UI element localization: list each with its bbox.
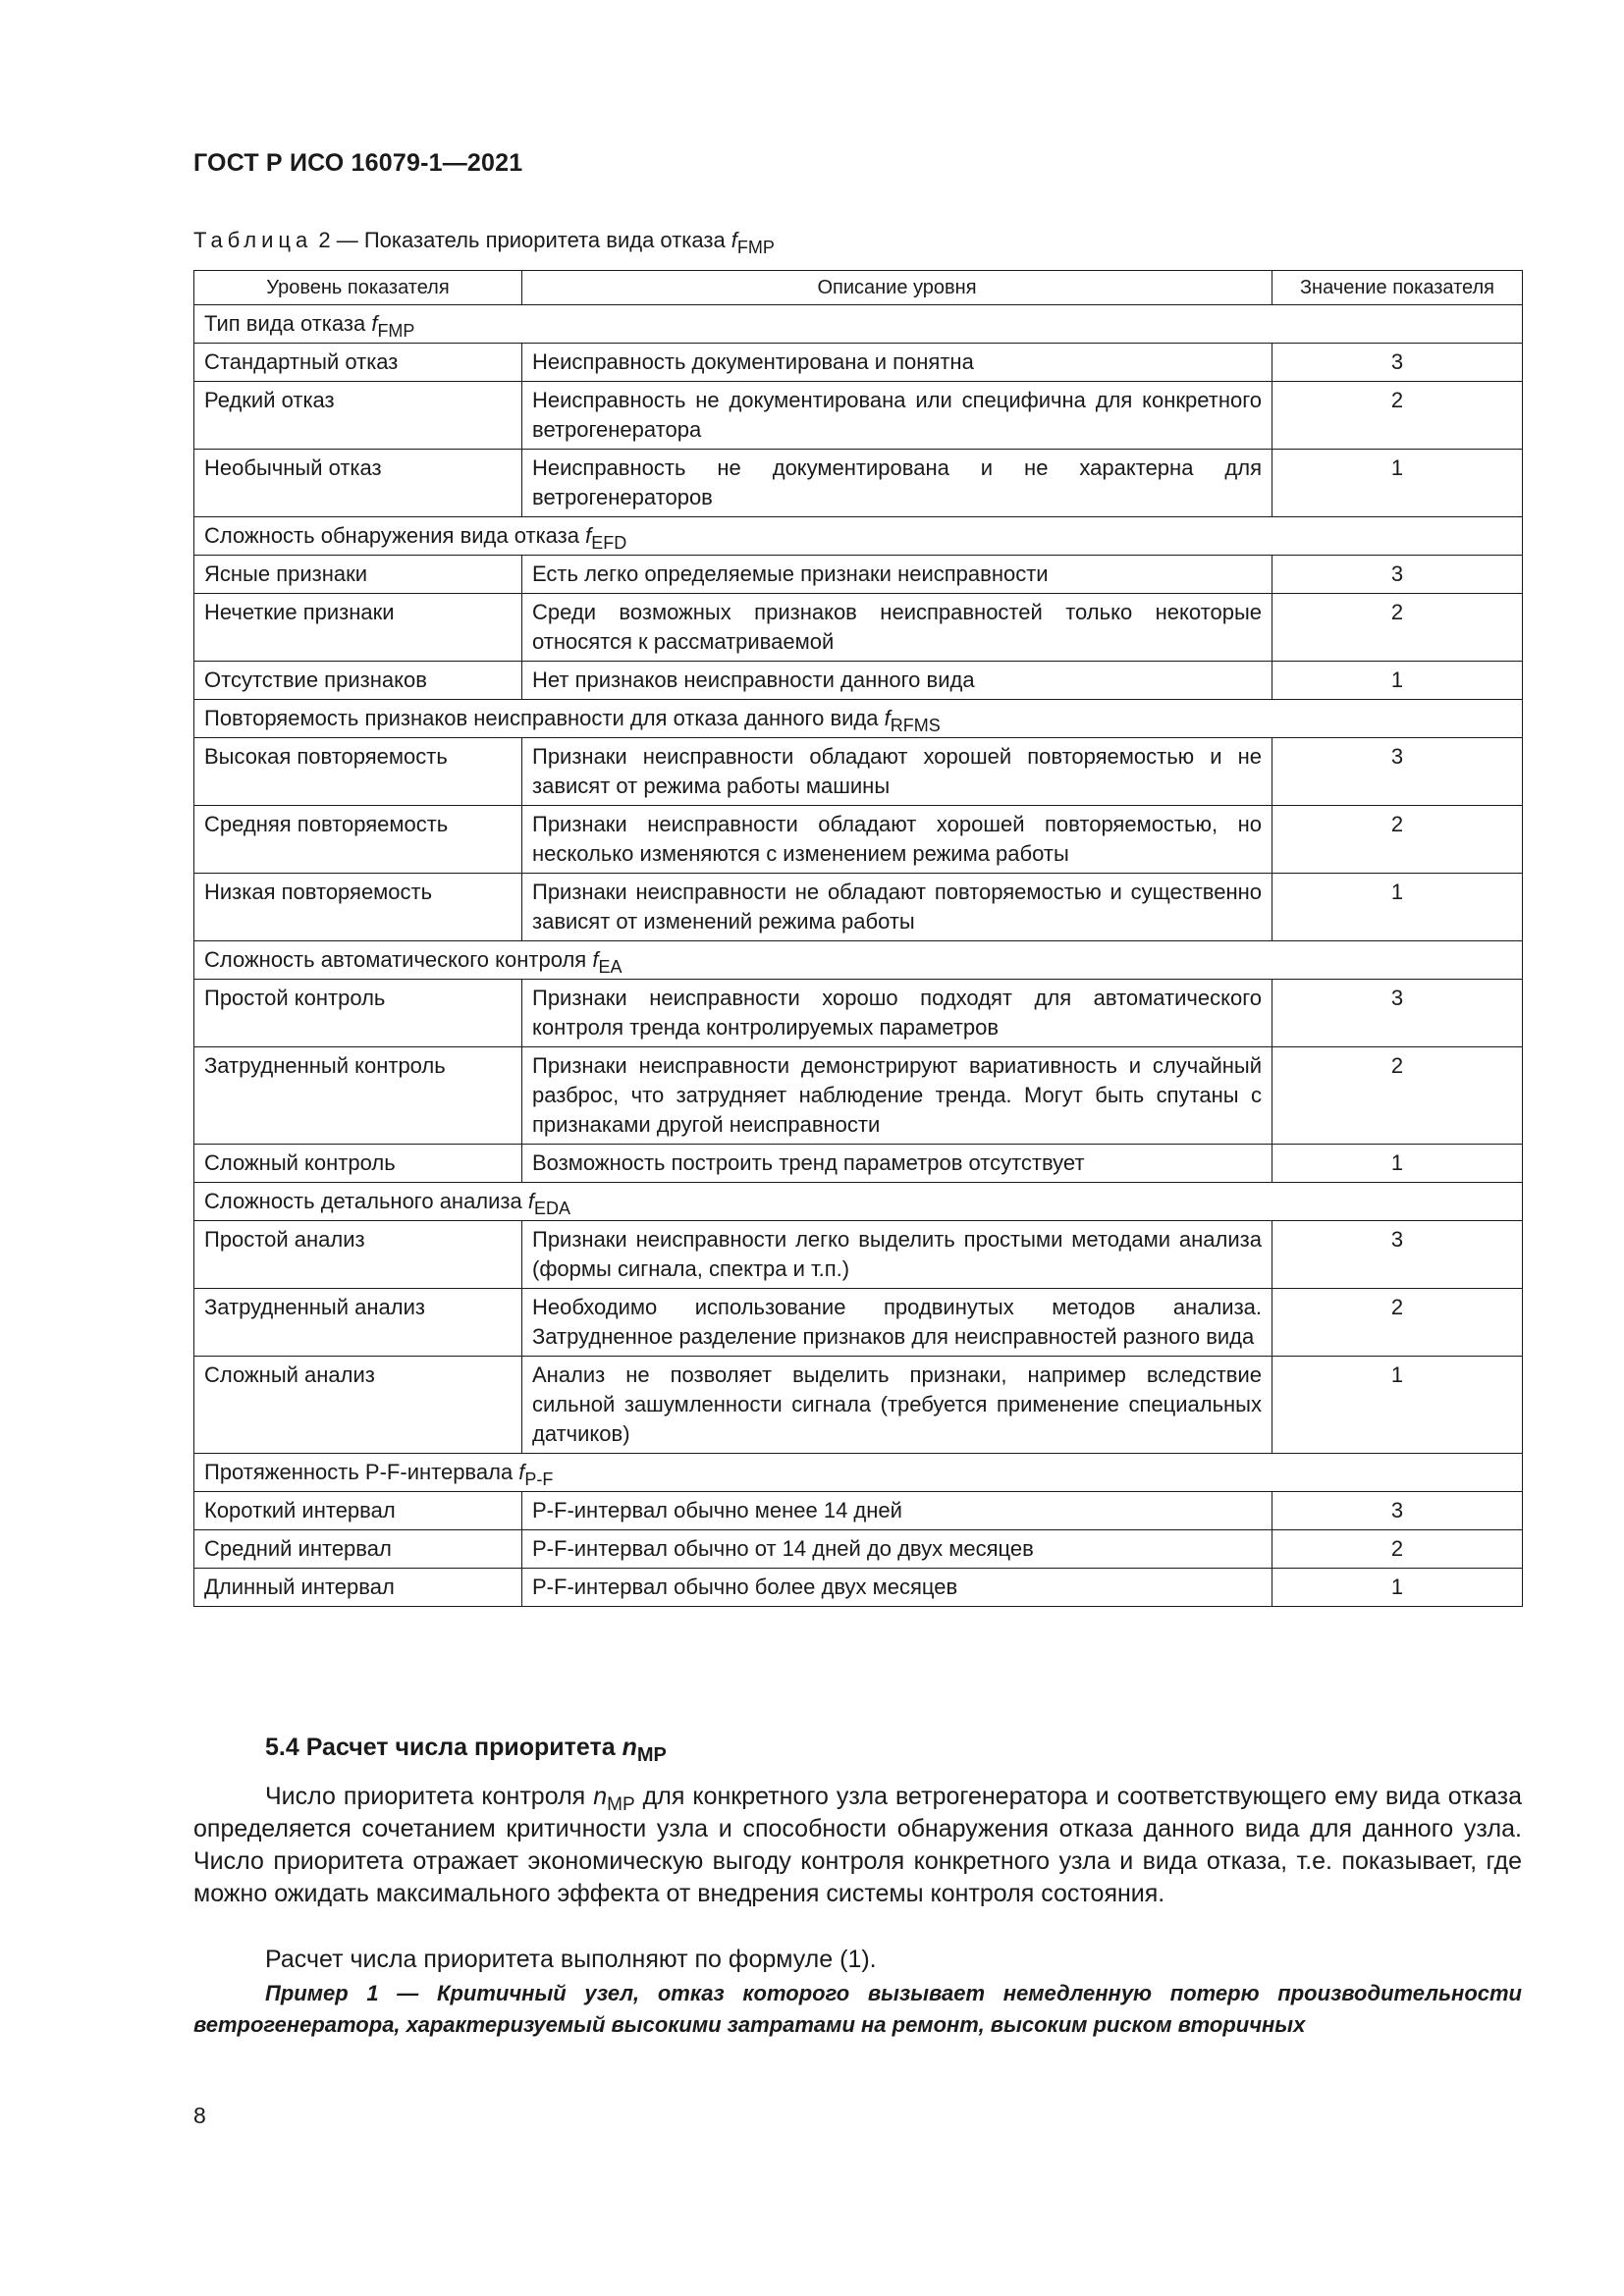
group-row <box>194 700 1523 738</box>
paragraph-1-before: Число приоритета контроля <box>265 1783 594 1810</box>
value-cell: 2 <box>1272 1289 1523 1357</box>
level-cell: Стандартный отказ <box>194 344 522 382</box>
value-cell: 2 <box>1272 806 1523 874</box>
table-caption <box>193 228 775 257</box>
section-title-text: 5.4 Расчет числа приоритета <box>265 1734 623 1761</box>
group-row <box>194 1183 1523 1221</box>
group-symbol: f <box>527 1189 534 1213</box>
table-row <box>194 980 1523 1047</box>
value-cell: 1 <box>1272 874 1523 941</box>
group-title-text: Сложность автоматического контроля <box>204 947 593 972</box>
group-subscript: P-F <box>524 1469 554 1489</box>
description-cell: Признаки неисправности обладают хорошей повторяемостью и не зависят от режима работы машины <box>522 738 1272 806</box>
paragraph-1-symbol: n <box>593 1783 608 1810</box>
group-title-text: Сложность детального анализа <box>204 1189 528 1213</box>
table-row <box>194 1569 1523 1607</box>
group-symbol: f <box>518 1460 525 1484</box>
caption-symbol: f <box>731 228 737 252</box>
paragraph-1-subscript: MP <box>607 1794 635 1815</box>
header-value: Значение показателя <box>1272 271 1523 305</box>
level-cell: Средний интервал <box>194 1530 522 1569</box>
paragraph-2: Расчет числа приоритета выполняют по формуле (1). <box>265 1946 877 1973</box>
group-title <box>194 1454 1523 1492</box>
value-cell: 2 <box>1272 1530 1523 1569</box>
description-cell: P-F-интервал обычно от 14 дней до двух месяцев <box>522 1530 1272 1569</box>
level-cell: Ясные признаки <box>194 556 522 594</box>
group-symbol: f <box>371 311 378 336</box>
group-title <box>194 1183 1523 1221</box>
group-title-text: Тип вида отказа <box>204 311 372 336</box>
value-cell: 3 <box>1272 344 1523 382</box>
description-cell: Есть легко определяемые признаки неисправности <box>522 556 1272 594</box>
description-cell: Признаки неисправности обладают хорошей повторяемостью, но несколько изменяются с изменением режима работы <box>522 806 1272 874</box>
table-row <box>194 344 1523 382</box>
group-subscript: FMP <box>377 321 415 341</box>
group-symbol: f <box>585 523 592 548</box>
level-cell: Низкая повторяемость <box>194 874 522 941</box>
value-cell: 1 <box>1272 450 1523 517</box>
description-cell: Нет признаков неисправности данного вида <box>522 662 1272 700</box>
table-row <box>194 1289 1523 1357</box>
group-title-text: Протяженность P-F-интервала <box>204 1460 519 1484</box>
section-title <box>265 1734 667 1766</box>
group-subscript: RFMS <box>890 716 941 735</box>
example-1: Пример 1 — Критичный узел, отказ которого вызывает немедленную потерю производительности ветрогенератора, характеризуемый высокими затратами на ремонт, высоким риском вторичных <box>193 1981 1522 2037</box>
description-cell: Необходимо использование продвинутых методов анализа. Затрудненное разделение признаков для неисправностей разного вида <box>522 1289 1272 1357</box>
table-row <box>194 738 1523 806</box>
header-description: Описание уровня <box>522 271 1272 305</box>
level-cell: Высокая повторяемость <box>194 738 522 806</box>
group-row <box>194 941 1523 980</box>
group-subscript: EA <box>598 957 623 977</box>
caption-subscript: FMP <box>736 238 775 257</box>
group-symbol: f <box>884 706 891 730</box>
value-cell: 1 <box>1272 662 1523 700</box>
document-header: ГОСТ Р ИСО 16079-1—2021 <box>193 149 523 177</box>
table-row <box>194 1357 1523 1454</box>
level-cell: Сложный контроль <box>194 1145 522 1183</box>
level-cell: Простой анализ <box>194 1221 522 1289</box>
level-cell: Необычный отказ <box>194 450 522 517</box>
group-symbol: f <box>592 947 599 972</box>
description-cell: Признаки неисправности демонстрируют вариативность и случайный разброс, что затрудняет наблюдение тренда. Могут быть спутаны с признаками другой неисправности <box>522 1047 1272 1145</box>
level-cell: Простой контроль <box>194 980 522 1047</box>
level-cell: Затрудненный анализ <box>194 1289 522 1357</box>
value-cell: 3 <box>1272 980 1523 1047</box>
value-cell: 2 <box>1272 1047 1523 1145</box>
level-cell: Нечеткие признаки <box>194 594 522 662</box>
group-subscript: EDA <box>534 1199 571 1218</box>
group-row <box>194 1454 1523 1492</box>
table-row <box>194 806 1523 874</box>
group-title-text: Сложность обнаружения вида отказа <box>204 523 586 548</box>
table-header-row <box>194 271 1523 305</box>
section-subscript: MP <box>636 1744 667 1766</box>
level-cell: Редкий отказ <box>194 382 522 450</box>
description-cell: Признаки неисправности не обладают повторяемостью и существенно зависят от изменений режима работы <box>522 874 1272 941</box>
group-title-text: Повторяемость признаков неисправности для отказа данного вида <box>204 706 885 730</box>
group-row <box>194 305 1523 344</box>
table-row <box>194 556 1523 594</box>
table-row <box>194 1047 1523 1145</box>
value-cell: 3 <box>1272 1492 1523 1530</box>
group-row <box>194 517 1523 556</box>
level-cell: Средняя повторяемость <box>194 806 522 874</box>
description-cell: Возможность построить тренд параметров отсутствует <box>522 1145 1272 1183</box>
table-row <box>194 874 1523 941</box>
priority-table <box>193 270 1523 1607</box>
description-cell: P-F-интервал обычно более двух месяцев <box>522 1569 1272 1607</box>
description-cell: Неисправность не документирована и не характерна для ветрогенераторов <box>522 450 1272 517</box>
level-cell: Короткий интервал <box>194 1492 522 1530</box>
value-cell: 3 <box>1272 738 1523 806</box>
table-row <box>194 662 1523 700</box>
value-cell: 3 <box>1272 556 1523 594</box>
group-title <box>194 517 1523 556</box>
table-row <box>194 1492 1523 1530</box>
group-title <box>194 305 1523 344</box>
description-cell: Признаки неисправности хорошо подходят для автоматического контроля тренда контролируемых параметров <box>522 980 1272 1047</box>
description-cell: P-F-интервал обычно менее 14 дней <box>522 1492 1272 1530</box>
level-cell: Отсутствие признаков <box>194 662 522 700</box>
paragraph-1 <box>193 1781 1522 1910</box>
value-cell: 1 <box>1272 1569 1523 1607</box>
table-row <box>194 1530 1523 1569</box>
table-row <box>194 450 1523 517</box>
table-row <box>194 382 1523 450</box>
value-cell: 1 <box>1272 1145 1523 1183</box>
description-cell: Анализ не позволяет выделить признаки, например вследствие сильной зашумленности сигнала (требуется применение специальных датчиков) <box>522 1357 1272 1454</box>
caption-word: Таблица <box>193 228 313 252</box>
value-cell: 1 <box>1272 1357 1523 1454</box>
group-subscript: EFD <box>591 533 627 553</box>
level-cell: Сложный анализ <box>194 1357 522 1454</box>
table-row <box>194 1221 1523 1289</box>
level-cell: Затрудненный контроль <box>194 1047 522 1145</box>
description-cell: Неисправность не документирована или специфична для конкретного ветрогенератора <box>522 382 1272 450</box>
table-row <box>194 1145 1523 1183</box>
caption-text: 2 — Показатель приоритета вида отказа <box>312 228 731 252</box>
description-cell: Неисправность документирована и понятна <box>522 344 1272 382</box>
group-title <box>194 700 1523 738</box>
table-row <box>194 594 1523 662</box>
header-level: Уровень показателя <box>194 271 522 305</box>
value-cell: 3 <box>1272 1221 1523 1289</box>
value-cell: 2 <box>1272 382 1523 450</box>
group-title <box>194 941 1523 980</box>
description-cell: Среди возможных признаков неисправностей только некоторые относятся к рассматриваемой <box>522 594 1272 662</box>
value-cell: 2 <box>1272 594 1523 662</box>
description-cell: Признаки неисправности легко выделить простыми методами анализа (формы сигнала, спектра и т.п.) <box>522 1221 1272 1289</box>
level-cell: Длинный интервал <box>194 1569 522 1607</box>
section-symbol: n <box>622 1734 637 1761</box>
paragraph-1-after: для конкретного узла ветрогенератора и соответствующего ему вида отказа определяется сочетанием критичности узла и способности обнаружения отказа данного вида для данного узла. Число приоритета отражает экономическую выгоду контроля конкретного узла и вида отказа, т.е. показывает, где можно ожидать максимального эффекта от внедрения системы контроля состояния. <box>193 1783 1522 1907</box>
page-number: 8 <box>193 2103 206 2128</box>
